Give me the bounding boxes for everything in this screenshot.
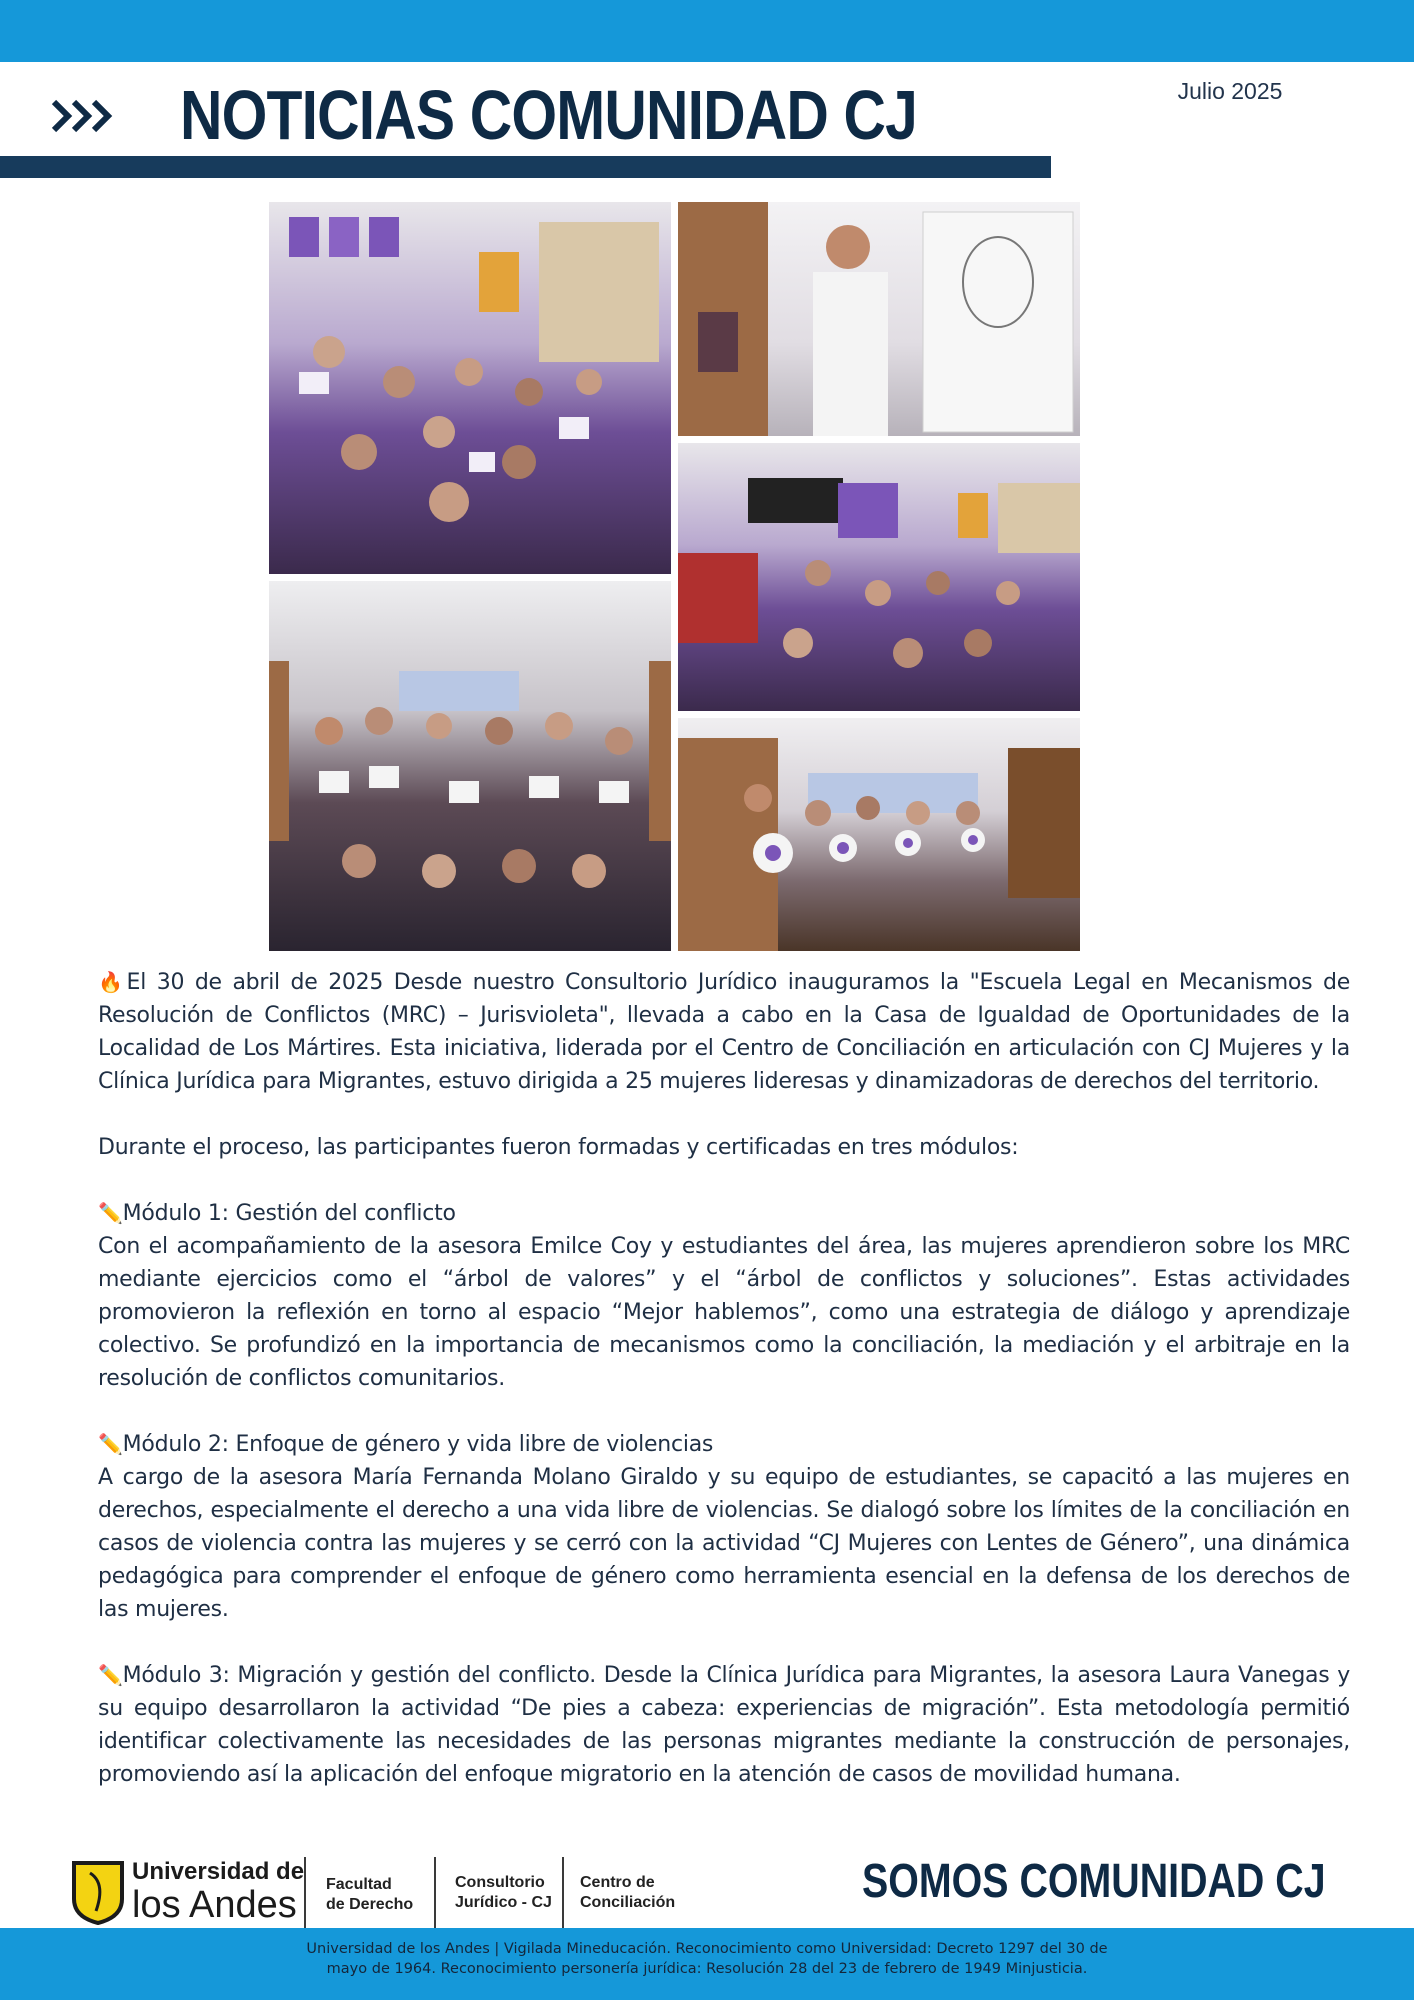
module1-body: Con el acompañamiento de la asesora Emilce Coy y estudiantes del área, las mujeres aprendieron sobre los MRC mediante ejercicios como el “árbol de valores” y el “árbol de conflictos y soluciones”. Estas actividades promovieron la reflexión en torno al espacio “Mejor hablemos”, como una estrategia de diálogo y aprendizaje colectivo. Se profundizó en la importancia de mecanismos como la conciliación, la mediación y el arbitraje en la resolución de conflictos comunitarios. [98,1234,1350,1391]
logo-divider [304,1857,306,1929]
module1-heading: ✏️Módulo 1: Gestión del conflicto [98,1201,456,1226]
pencil-icon: ✏️ [98,1663,123,1687]
intro-paragraph: 🔥El 30 de abril de 2025 Desde nuestro Consultorio Jurídico inauguramos la "Escuela Legal en Mecanismos de Resolución de Conflictos (MRC) – Jurisvioleta", llevada a cabo en la Casa de Igualdad de Oportunidades de la Localidad de Los Mártires. Esta iniciativa, liderada por el Centro de Conciliación en articulación con CJ Mujeres y la Clínica Jurídica para Migrantes, estuvo dirigida a 25 mujeres lideresas y dinamizadoras de derechos del territorio. [98,970,1350,1094]
header-band [0,0,1414,62]
pencil-icon: ✏️ [98,1201,123,1225]
title-underline [0,156,1051,178]
module3-paragraph: ✏️Módulo 3: Migración y gestión del conflicto. Desde la Clínica Jurídica para Migrantes, la asesora Laura Vanegas y su equipo desarrollaron la actividad “De pies a cabeza: experiencias de migración”. Esta metodología permitió identificar colectivamente las necesidades de las personas migrantes mediante la construcción de personajes, promoviendo así la aplicación del enfoque migratorio en la atención de casos de movilidad humana. [98,1663,1350,1787]
photo-group-certificates [269,581,671,951]
triple-chevron-right-icon [50,96,118,136]
photo-women-holding-signs [269,202,671,574]
photo-group-round-signs [678,718,1080,951]
institution-logos [68,1855,708,1930]
module2-body: A cargo de la asesora María Fernanda Molano Giraldo y su equipo de estudiantes, se capacitó a las mujeres en derechos, especialmente el derecho a una vida libre de violencias. Se dialogó sobre los límites de la conciliación en casos de violencia contra las mujeres y se cerró con la actividad “CJ Mujeres con Lentes de Género”, una dinámica pedagógica para comprender el enfoque de género como herramienta esencial en la defensa de los derechos de las mujeres. [98,1465,1350,1622]
issue-date: Julio 2025 [1177,78,1283,104]
university-name: Universidad de los Andes [132,1858,305,1926]
fire-icon: 🔥 [98,970,127,994]
footer-slogan: SOMOS COMUNIDAD CJ [862,1855,1326,1908]
photo-participants-seated [678,443,1080,711]
pencil-icon: ✏️ [98,1432,123,1456]
faculty-label: Facultad de Derecho [326,1876,414,1913]
logo-divider [562,1857,564,1929]
article-body [98,966,1350,1791]
photo-facilitator-drawing [678,202,1080,436]
legal-notice: Universidad de los Andes | Vigilada Mineducación. Reconocimiento como Universidad: Decreto 1297 del 30 de mayo de 1964. Reconocimiento personería jurídica: Resolución 28 del 23 de febrero de 1949 Minjusticia. [306,1941,1108,1977]
module2-heading: ✏️Módulo 2: Enfoque de género y vida libre de violencias [98,1432,714,1457]
logo-divider [434,1857,436,1929]
university-shield-icon [70,1859,126,1925]
page-title: NOTICIAS COMUNIDAD CJ [180,76,917,154]
process-paragraph: Durante el proceso, las participantes fueron formadas y certificadas en tres módulos: [98,1135,1019,1160]
centro-label: Centro de Conciliación [580,1874,676,1911]
consultorio-label: Consultorio Jurídico - CJ [455,1874,552,1911]
